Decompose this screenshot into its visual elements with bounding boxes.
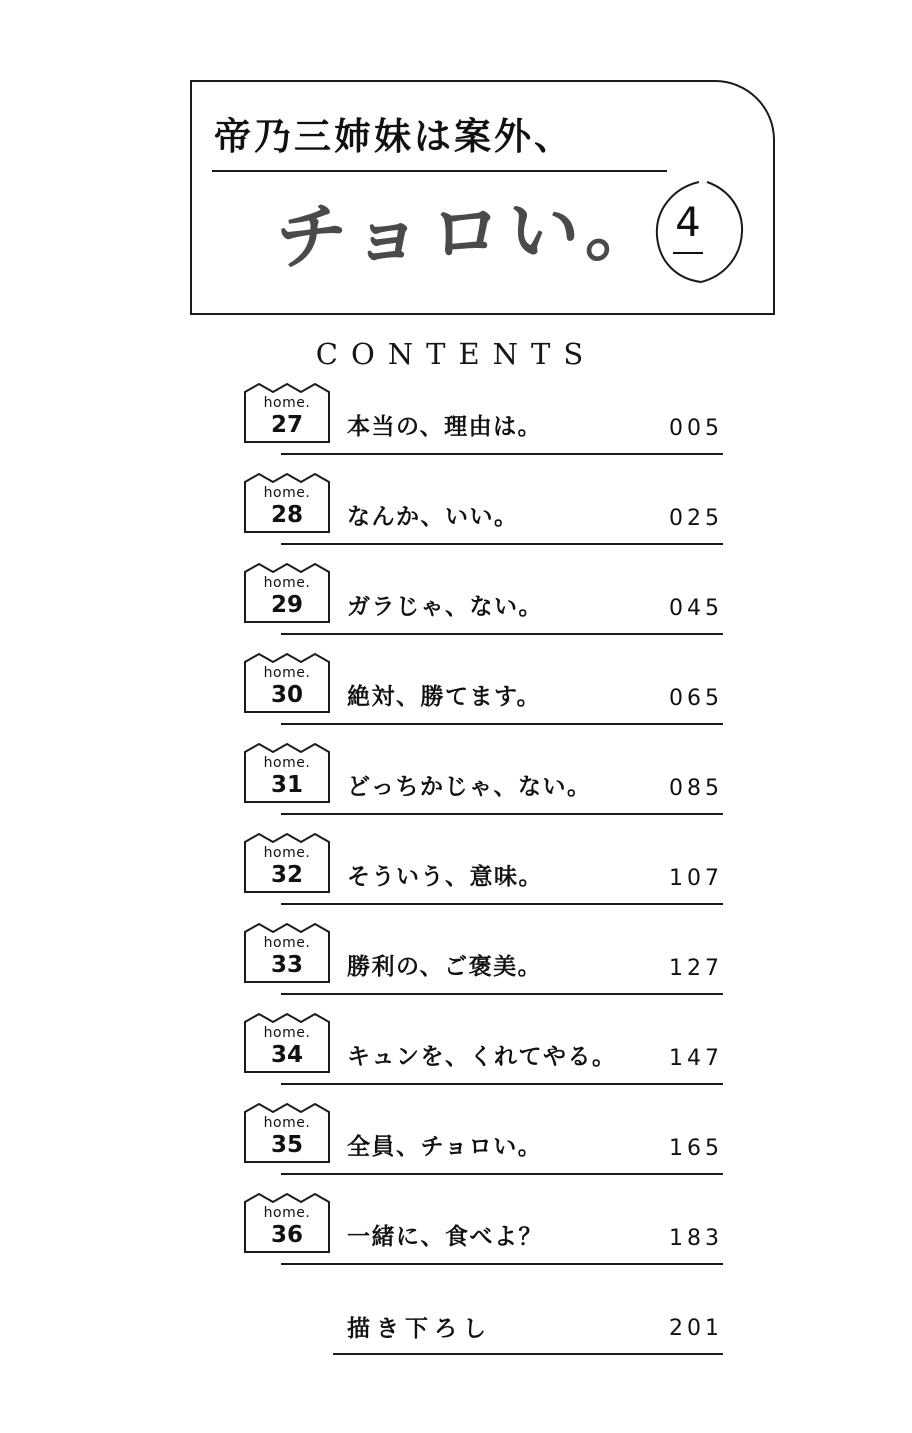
chapter-tag-label: home. — [263, 935, 311, 951]
chapter-tag-label: home. — [263, 395, 311, 411]
chapter-tag-label: home. — [263, 575, 311, 591]
chapter-number: 36 — [270, 1222, 303, 1248]
chapter-title: 勝利の、ご褒美。 — [347, 953, 543, 980]
chapter-title: 一緒に、食べよ？ — [347, 1223, 543, 1250]
row-divider — [281, 1173, 723, 1175]
chapter-tag — [243, 652, 331, 714]
toc-row[interactable] — [243, 1192, 723, 1282]
row-divider — [281, 723, 723, 725]
chapter-tag — [243, 1012, 331, 1074]
chapter-tag-label: home. — [263, 1025, 311, 1041]
toc-row[interactable] — [243, 832, 723, 922]
chapter-page: 065 — [669, 686, 723, 711]
chapter-number: 34 — [270, 1042, 303, 1068]
chapter-title: 本当の、理由は。 — [347, 413, 543, 440]
volume-underline — [673, 252, 703, 254]
contents-heading: CONTENTS — [315, 337, 597, 371]
row-divider — [281, 813, 723, 815]
toc-row[interactable] — [243, 562, 723, 652]
chapter-title: 絶対、勝てます。 — [347, 683, 542, 710]
chapter-number: 32 — [270, 862, 303, 888]
chapter-number: 33 — [270, 952, 303, 978]
toc-row[interactable] — [243, 1012, 723, 1102]
bonus-page: 201 — [669, 1316, 723, 1341]
chapter-page: 005 — [669, 416, 723, 441]
chapter-tag-label: home. — [263, 1115, 311, 1131]
row-divider — [281, 903, 723, 905]
toc-row[interactable] — [243, 1102, 723, 1192]
toc-row[interactable] — [243, 652, 723, 742]
chapter-page: 183 — [669, 1226, 723, 1251]
chapter-tag — [243, 922, 331, 984]
table-of-contents — [243, 382, 723, 1372]
row-divider — [281, 453, 723, 455]
chapter-title: キュンを、くれてやる。 — [347, 1043, 617, 1070]
chapter-number: 30 — [270, 682, 303, 708]
chapter-tag-label: home. — [263, 485, 311, 501]
chapter-tag-label: home. — [263, 845, 311, 861]
chapter-page: 045 — [669, 596, 723, 621]
chapter-title: そういう、意味。 — [347, 863, 543, 890]
chapter-tag — [243, 742, 331, 804]
row-divider — [333, 1353, 723, 1355]
chapter-number: 31 — [270, 772, 303, 798]
chapter-tag-label: home. — [263, 755, 311, 771]
chapter-title: ガラじゃ、ない。 — [347, 593, 543, 620]
chapter-number: 28 — [270, 502, 303, 528]
chapter-tag — [243, 1192, 331, 1254]
chapter-number: 29 — [270, 592, 303, 618]
toc-row-bonus[interactable] — [243, 1282, 723, 1372]
chapter-tag — [243, 832, 331, 894]
chapter-page: 147 — [669, 1046, 723, 1071]
chapter-tag-label: home. — [263, 665, 311, 681]
book-title-line2: チョロい。 — [273, 185, 666, 280]
chapter-page: 025 — [669, 506, 723, 531]
toc-row[interactable] — [243, 472, 723, 562]
row-divider — [281, 1263, 723, 1265]
chapter-title: なんか、いい。 — [347, 503, 519, 530]
book-title-line1: 帝乃三姉妹は案外、 — [214, 114, 574, 158]
chapter-number: 27 — [270, 412, 303, 438]
toc-row[interactable] — [243, 382, 723, 472]
toc-row[interactable] — [243, 742, 723, 832]
bonus-title: 描き下ろし — [347, 1315, 492, 1342]
row-divider — [281, 1083, 723, 1085]
row-divider — [281, 633, 723, 635]
chapter-title: どっちかじゃ、ない。 — [347, 773, 592, 800]
chapter-page: 165 — [669, 1136, 723, 1161]
chapter-tag — [243, 562, 331, 624]
chapter-page: 107 — [669, 866, 723, 891]
chapter-page: 085 — [669, 776, 723, 801]
chapter-tag — [243, 382, 331, 444]
toc-row[interactable] — [243, 922, 723, 1012]
chapter-title: 全員、チョロい。 — [347, 1133, 543, 1160]
chapter-number: 35 — [270, 1132, 303, 1158]
chapter-page: 127 — [669, 956, 723, 981]
chapter-tag-label: home. — [263, 1205, 311, 1221]
chapter-tag — [243, 472, 331, 534]
volume-badge — [629, 178, 747, 286]
row-divider — [281, 543, 723, 545]
row-divider — [281, 993, 723, 995]
chapter-tag — [243, 1102, 331, 1164]
volume-number: 4 — [675, 200, 701, 246]
book-title-plate — [190, 80, 775, 315]
